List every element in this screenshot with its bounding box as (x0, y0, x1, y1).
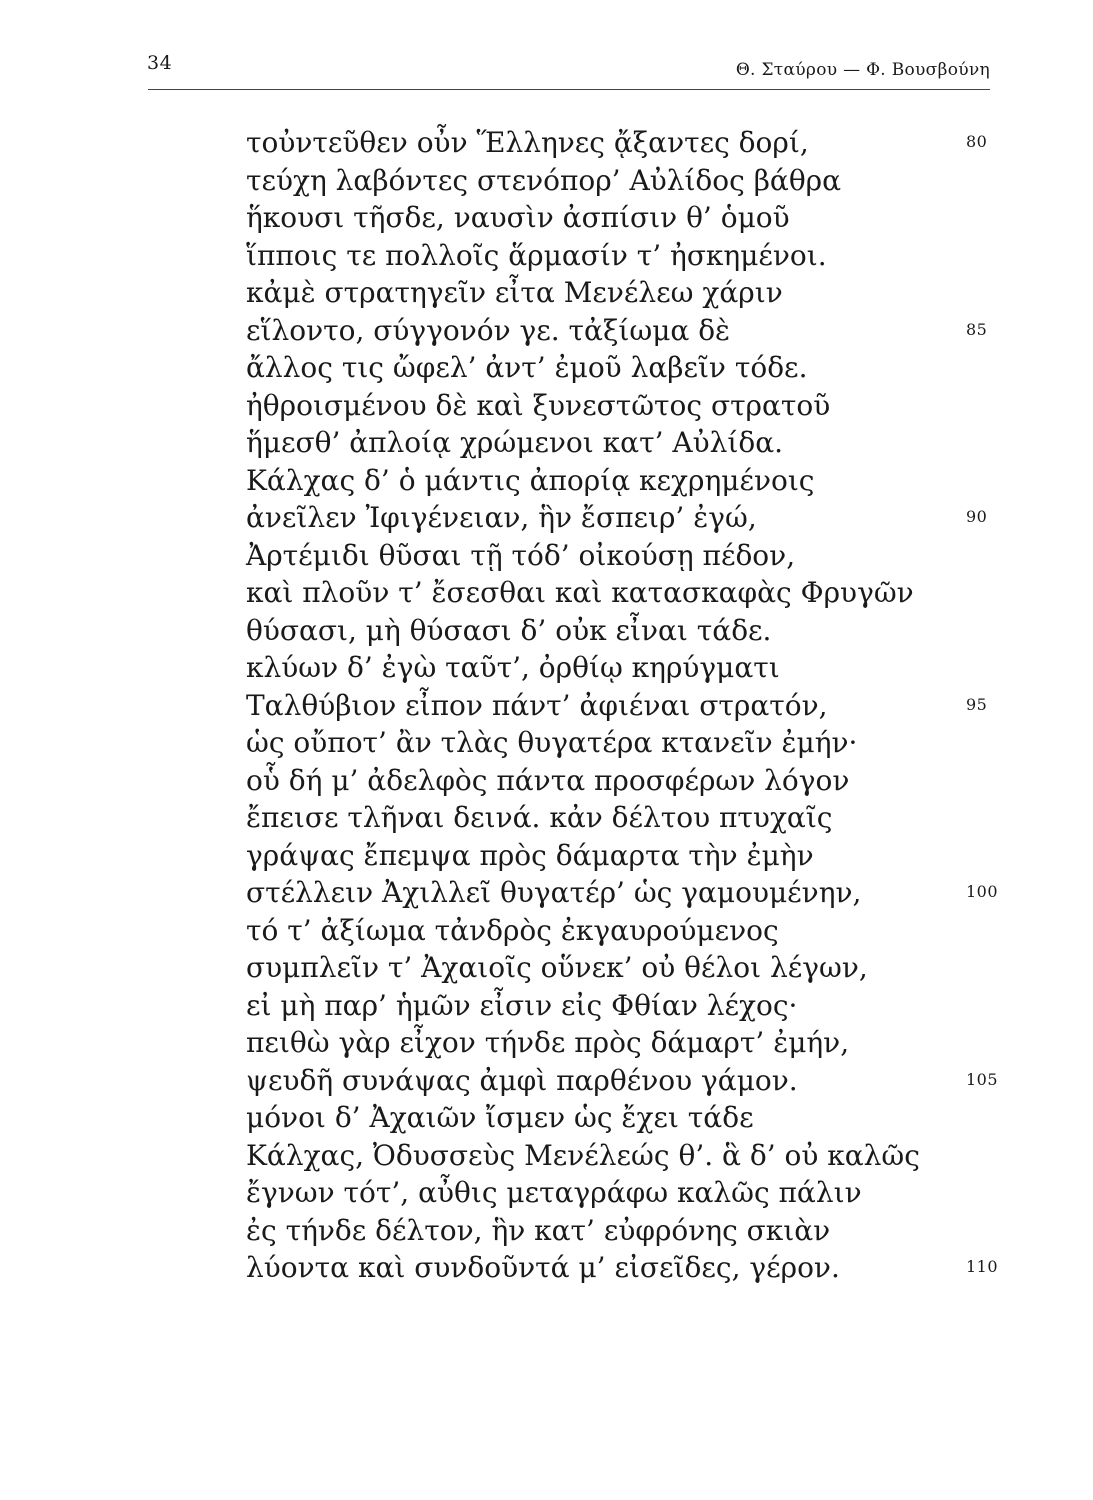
verse-line (246, 199, 1066, 237)
verse-text: μόνοι δ’ Ἀχαιῶν ἴσμεν ὡς ἔχει τάδε (246, 1101, 754, 1134)
verse-line (246, 387, 1066, 425)
verse-text: ἥμεσθ’ ἀπλοίᾳ χρώμενοι κατ’ Αὐλίδα. (246, 426, 784, 459)
verse-line (246, 837, 1066, 875)
verse-text: Κάλχας δ’ ὁ μάντις ἀπορίᾳ κεχρημένοις (246, 463, 815, 497)
line-number: 85 (966, 319, 988, 339)
verse-line (246, 687, 1066, 725)
verse-line (246, 874, 1066, 912)
line-number: 100 (966, 882, 999, 901)
page-number: 34 (147, 52, 173, 74)
verse-text: πειθὼ γὰρ εἶχον τήνδε πρὸς δάμαρτ’ ἐμήν, (246, 1026, 850, 1059)
verse-line (246, 912, 1066, 950)
verse-text: θύσασι, μὴ θύσασι δ’ οὐκ εἶναι τάδε. (246, 613, 772, 647)
verse-text: Κάλχας, Ὀδυσσεὺς Μενέλεώς θ’. ἃ δ’ οὐ καλῶς (246, 1138, 920, 1172)
verse-text: ὡς οὔποτ’ ἂν τλὰς θυγατέρα κτανεῖν ἐμήν· (246, 726, 858, 759)
verse-text: ἔγνων τότ’, αὖθις μεταγράφω καλῶς πάλιν (246, 1176, 862, 1209)
running-head: Θ. Σταύρου — Φ. Βουσβούνη (735, 60, 990, 80)
line-number: 95 (966, 694, 988, 714)
verse-text: ἐς τήνδε δέλτον, ἣν κατ’ εὐφρόνης σκιὰν (246, 1213, 831, 1247)
verse-text: οὗ δή μ’ ἀδελφὸς πάντα προσφέρων λόγον (246, 763, 850, 797)
line-number: 105 (966, 1069, 999, 1089)
verse-line (246, 537, 1066, 575)
verse-text: γράψας ἔπεμψα πρὸς δάμαρτα τὴν ἐμὴν (246, 838, 814, 872)
verse-text: κἀμὲ στρατηγεῖν εἶτα Μενέλεω χάριν (246, 276, 783, 309)
header-rule (148, 89, 990, 90)
verse-line (246, 124, 1066, 162)
verse-line (246, 762, 1066, 800)
verse-text: στέλλειν Ἀχιλλεῖ θυγατέρ’ ὡς γαμουμένην, (246, 876, 862, 909)
verse-text: ψευδῆ συνάψας ἀμφὶ παρθένου γάμον. (246, 1063, 798, 1097)
verse-text: ἵπποις τε πολλοῖς ἅρμασίν τ’ ἠσκημένοι. (246, 238, 827, 272)
verse-text: τεύχη λαβόντες στενόπορ’ Αὐλίδος βάθρα (246, 163, 842, 197)
verse-text: συμπλεῖν τ’ Ἀχαιοῖς οὕνεκ’ οὐ θέλοι λέγων, (246, 951, 868, 984)
verse-text: εἰ μὴ παρ’ ἡμῶν εἶσιν εἰς Φθίαν λέχος· (246, 988, 798, 1022)
verse-line (246, 724, 1066, 762)
verse-line (246, 1062, 1066, 1100)
line-number: 90 (966, 507, 988, 526)
line-number: 80 (966, 132, 988, 151)
verse-line (246, 1212, 1066, 1250)
verse-line (246, 574, 1066, 612)
verse-line (246, 274, 1066, 312)
verse-line (246, 424, 1066, 462)
verse-line (246, 462, 1066, 500)
verse-text: ἥκουσι τῆσδε, ναυσὶν ἀσπίσιν θ’ ὁμοῦ (246, 201, 790, 234)
line-number: 110 (966, 1257, 999, 1276)
verse-line (246, 1137, 1066, 1175)
verse-line (246, 987, 1066, 1025)
verse-text: ἔπεισε τλῆναι δεινά. κἀν δέλτου πτυχαῖς (246, 801, 833, 834)
verse-text: Ἀρτέμιδι θῦσαι τῇ τόδ’ οἰκούσῃ πέδον, (246, 538, 796, 572)
verse-line (246, 649, 1066, 687)
verse-text: Ταλθύβιον εἶπον πάντ’ ἀφιέναι στρατόν, (246, 688, 828, 722)
verse-line (246, 349, 1066, 387)
verse-line (246, 499, 1066, 537)
verse-line (246, 1174, 1066, 1212)
verse-text: καὶ πλοῦν τ’ ἔσεσθαι καὶ κατασκαφὰς Φρυγῶν (246, 576, 914, 609)
verse-line (246, 1024, 1066, 1062)
verse-text: ἀνεῖλεν Ἰφιγένειαν, ἣν ἔσπειρ’ ἐγώ, (246, 501, 757, 534)
verse-text: εἵλοντο, σύγγονόν γε. τἀξίωμα δὲ (246, 313, 731, 347)
verse-line (246, 312, 1066, 350)
verse-text: τό τ’ ἀξίωμα τἀνδρὸς ἐκγαυρούμενος (246, 913, 779, 947)
verse-line (246, 612, 1066, 650)
verse-block (246, 124, 1066, 1287)
verse-line (246, 799, 1066, 837)
verse-line (246, 162, 1066, 200)
verse-text: ἠθροισμένου δὲ καὶ ξυνεστῶτος στρατοῦ (246, 388, 831, 422)
verse-text: ἄλλος τις ὤφελ’ ἀντ’ ἐμοῦ λαβεῖν τόδε. (246, 351, 808, 384)
verse-text: τοὐντεῦθεν οὖν Ἕλληνες ᾄξαντες δορί, (246, 126, 809, 159)
verse-text: κλύων δ’ ἐγὼ ταῦτ’, ὀρθίῳ κηρύγματι (246, 651, 780, 684)
verse-line (246, 949, 1066, 987)
verse-line (246, 1249, 1066, 1287)
verse-line (246, 237, 1066, 275)
verse-text: λύοντα καὶ συνδοῦντά μ’ εἰσεῖδες, γέρον. (246, 1251, 840, 1284)
verse-line (246, 1099, 1066, 1137)
